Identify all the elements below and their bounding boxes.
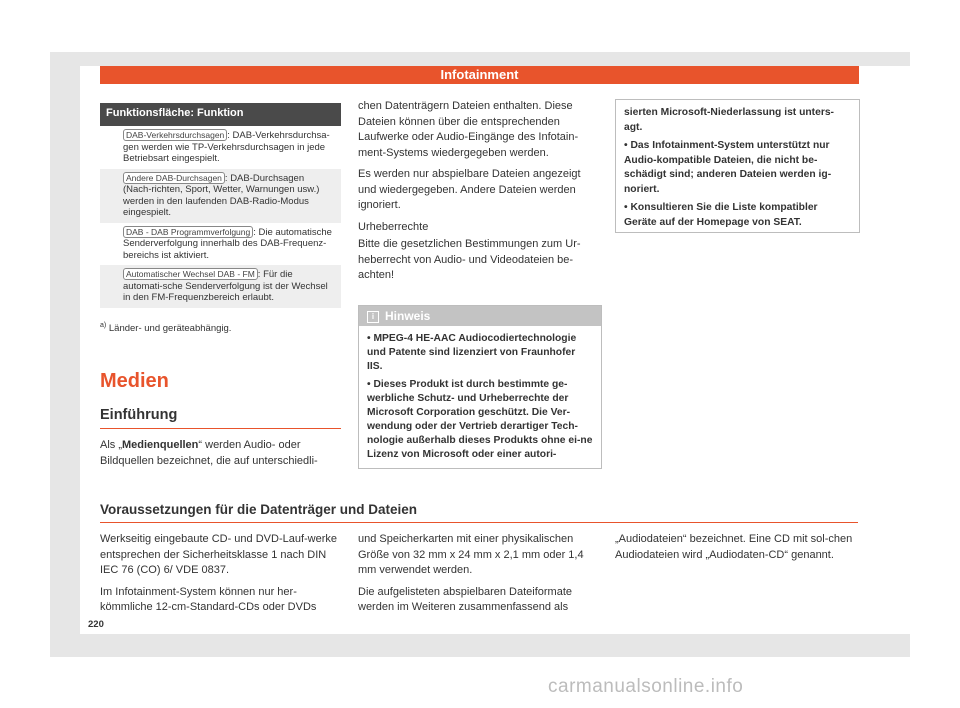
section-title: Medien [100, 370, 169, 392]
intro-bold-term: Medienquellen [122, 439, 199, 451]
intro-text-pre: Als „ [100, 439, 122, 451]
intro-text-post: “ werden Audio- oder Bildquellen bezeichnet, die auf unterschiedli- [100, 439, 318, 467]
note-body [359, 326, 601, 472]
function-description: : DAB-Verkehrsdurchsa-gen werden wie TP-Verkehrsdurchsagen in jede Betriebsart eingespielt. [123, 130, 330, 164]
note-box [358, 305, 602, 469]
subtitle-rule [100, 428, 341, 429]
function-table [100, 103, 341, 308]
table-row [100, 223, 341, 266]
note-body [616, 100, 859, 240]
section2-rule [100, 522, 858, 523]
section2-column-1 [100, 532, 341, 622]
section2-column-2 [358, 532, 601, 622]
page-number: 220 [88, 619, 104, 630]
note-bullet: • Konsultieren Sie die Liste kompatibler Geräte auf der Homepage von SEAT. [624, 202, 818, 228]
function-key: Automatischer Wechsel DAB - FM [123, 268, 258, 280]
footnote-mark: a) [100, 322, 107, 329]
table-heading: Funktionsfläche: Funktion [100, 103, 341, 126]
paragraph: Es werden nur abspielbare Dateien angezeigt und wiedergegeben. Andere Dateien werden ignoriert. [358, 168, 581, 211]
function-description: : Die automatische Senderverfolgung innerhalb des DAB-Frequenz-bereichs ist aktiviert. [123, 226, 332, 261]
note-header [359, 306, 601, 326]
section2-column-3 [615, 532, 858, 569]
column-2 [358, 99, 601, 290]
note-title: Hinweis [385, 309, 431, 323]
paragraph: Die aufgelisteten abspielbaren Dateiformate werden im Weiteren zusammenfassend als [358, 585, 573, 613]
table-row [100, 126, 341, 169]
subheading-copyright: Urheberrechte [358, 220, 429, 233]
note-bullet: • MPEG-4 HE-AAC Audiocodiertechnologie und Patente sind lizenziert von Fraunhofer IIS. [367, 333, 577, 372]
info-icon: i [367, 311, 379, 323]
function-description: : DAB-Durchsagen (Nach-richten, Sport, Wetter, Warnungen usw.) werden in den laufenden DAB-Radio-Modus eingespielt. [123, 172, 320, 218]
footnote-text: Länder- und geräteabhängig. [108, 323, 232, 335]
section2-title: Voraussetzungen für die Datenträger und Dateien [100, 502, 418, 517]
intro-paragraph [100, 438, 341, 469]
watermark: carmanualsonline.info [548, 676, 744, 697]
chapter-header: Infotainment [100, 66, 859, 84]
function-key: Andere DAB-Durchsagen [123, 172, 225, 184]
paragraph: Werkseitig eingebaute CD- und DVD-Lauf-werke entsprechen der Sicherheitsklasse 1 nach DIN IEC 76 (CO) 6/ VDE 0837. [100, 533, 338, 576]
table-row [100, 265, 341, 308]
note-bullet: • Das Infotainment-System unterstützt nur Audio-kompatible Dateien, die nicht be-schädigt sind; anderen Dateien werden ig-noriert. [624, 140, 832, 195]
table-footnote [100, 322, 231, 334]
paragraph: chen Datenträgern Dateien enthalten. Diese Dateien können über die entsprechenden Laufwerke oder Audio-Eingänge des Infotain-ment-Systems wiedergegeben werden. [358, 100, 579, 159]
paragraph: und Speicherkarten mit einer physikalischen Größe von 32 mm x 24 mm x 2,1 mm oder 1,4 mm verwendet werden. [358, 533, 584, 576]
paragraph: Im Infotainment-System können nur her-kömmliche 12-cm-Standard-CDs oder DVDs [100, 585, 317, 613]
note-bullet: • Dieses Produkt ist durch bestimmte ge-werbliche Schutz- und Urheberrechte der Microsoft Corporation geschützt. Die Ver-wendung oder der Vertrieb derartiger Tech-nologie außerhalb dieses Produkts ohne ei-ne Lizenz von Microsoft oder einer autori- [367, 379, 593, 460]
section-subtitle: Einführung [100, 407, 178, 423]
note-box-continued [615, 99, 860, 233]
function-key: DAB - DAB Programmverfolgung [123, 226, 253, 238]
note-text: sierten Microsoft-Niederlassung ist unters-agt. [624, 107, 834, 133]
function-key: DAB-Verkehrsdurchsagen [123, 129, 227, 141]
function-description: : Für die automati-sche Senderverfolgung ist der Wechsel in den FM-Frequenzbereich erlaubt. [123, 269, 328, 303]
table-row [100, 169, 341, 223]
paragraph: „Audiodateien“ bezeichnet. Eine CD mit sol-chen Audiodateien wird „Audiodaten-CD“ genannt. [615, 533, 853, 561]
paragraph: Bitte die gesetzlichen Bestimmungen zum Ur-heberrecht von Audio- und Videodateien be-achten! [358, 238, 581, 281]
